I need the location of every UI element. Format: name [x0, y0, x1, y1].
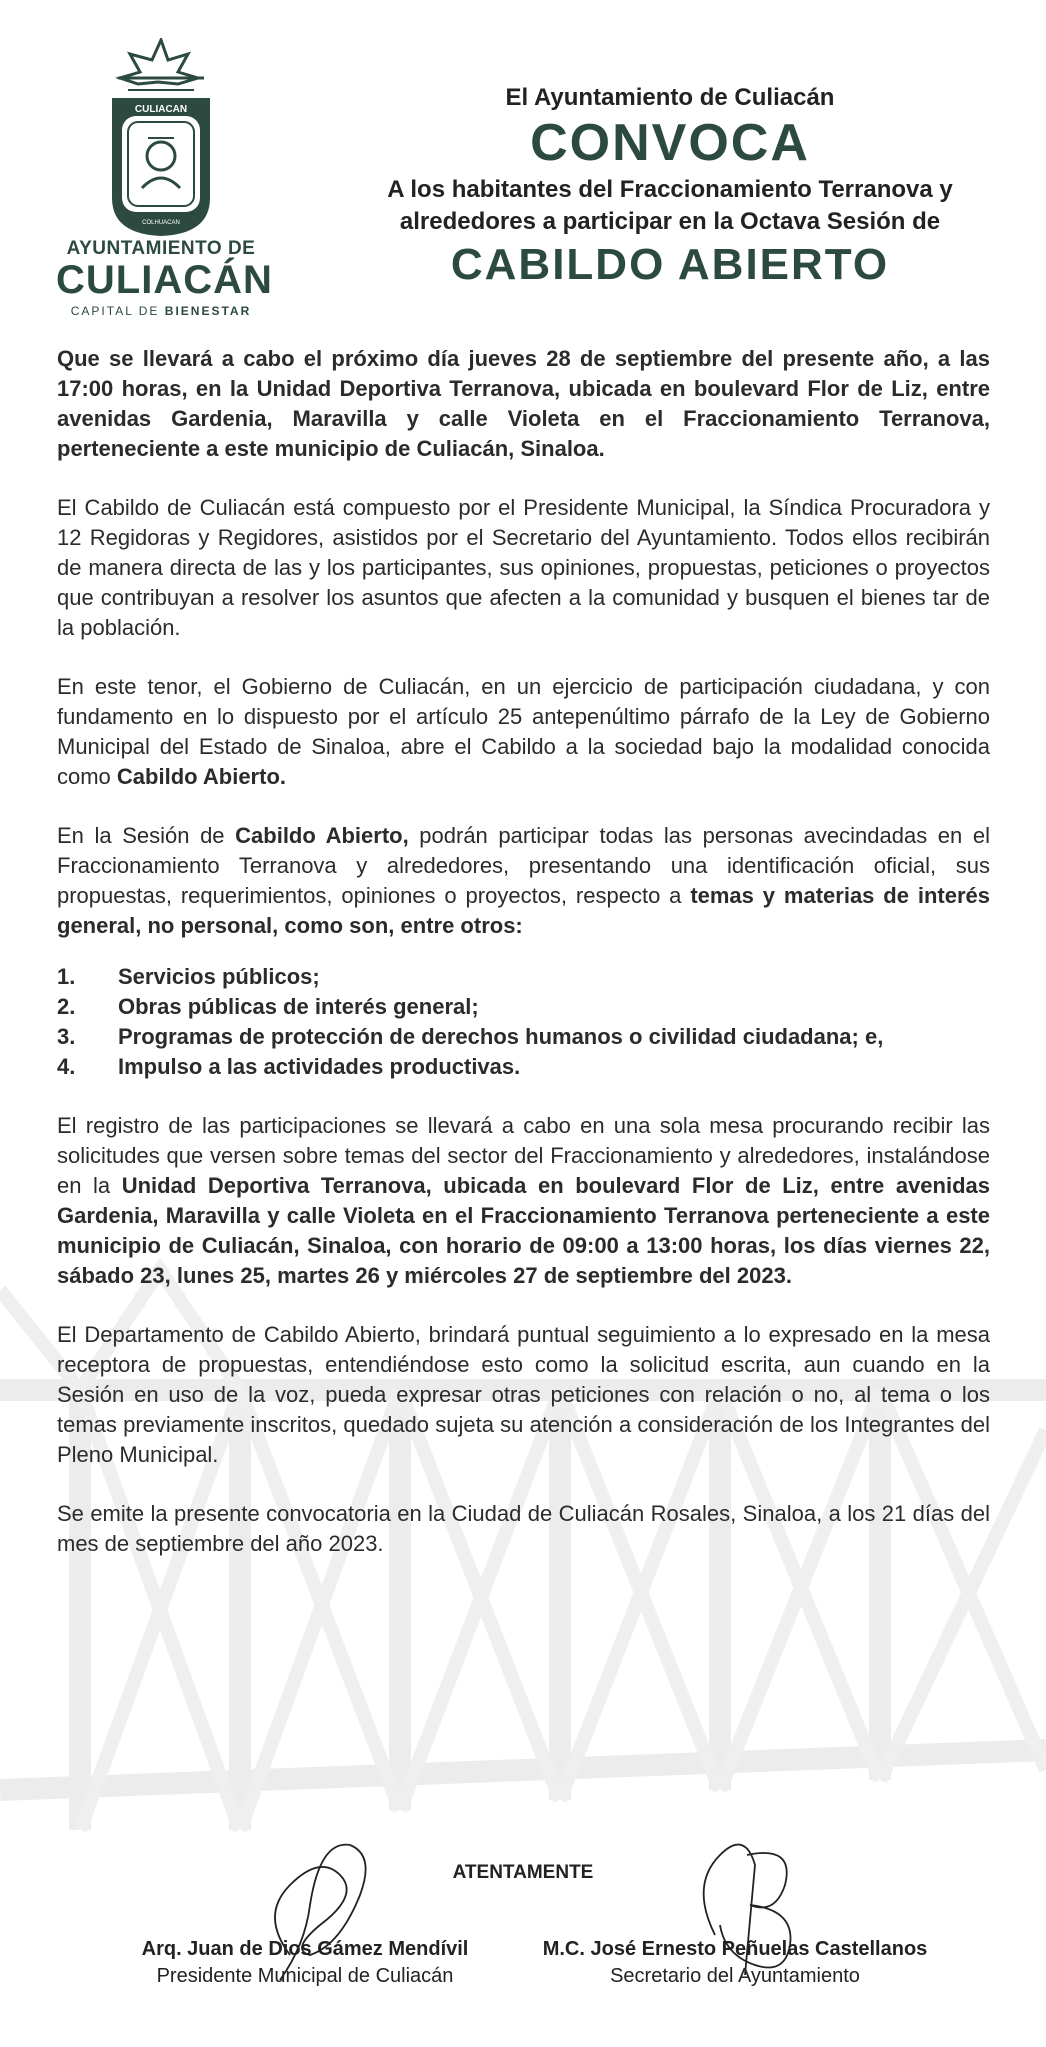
signer-right-role: Secretario del Ayuntamiento	[610, 1965, 860, 1987]
paragraph-registration	[57, 1111, 990, 1291]
logo-line-1: AYUNTAMIENTO DE	[66, 238, 256, 259]
list-item-number: 1.	[57, 964, 76, 989]
header	[0, 0, 1046, 330]
paragraph-legal-basis	[57, 672, 990, 792]
list-item-text: Programas de protección de derechos humanos o civilidad ciudadana; e,	[118, 1024, 884, 1049]
list-item	[57, 1022, 990, 1052]
atentamente-label: ATENTAMENTE	[452, 1862, 594, 1883]
logo-tagline-prefix: CAPITAL DE	[70, 304, 165, 318]
paragraph-cabildo-composition: El Cabildo de Culiacán está compuesto por el Presidente Municipal, la Síndica Procuradora y 12 Regidoras y Regidores, asistidos por el Secretario del Ayuntamiento. Todos ellos recibirán de manera directa de las y los participantes, sus opiniones, propuestas, peticiones o proyectos que contribuyan a resolver los asuntos que afecten a la comunidad y busquen el bienes tar de la población.	[57, 495, 990, 640]
participation-text-c: podrán participar todas las personas avecindadas en el Fraccionamiento Terranova y alrededores, presentando una identificación oficial, sus propuestas, requerimientos, opiniones o proyectos, respecto a	[57, 823, 990, 908]
list-item-text: Obras públicas de interés general;	[118, 994, 479, 1019]
topics-list	[57, 962, 990, 1082]
ayuntamiento-line: El Ayuntamiento de Culiacán	[505, 84, 835, 111]
signer-right-name: M.C. José Ernesto Peñuelas Castellanos	[542, 1938, 928, 1960]
shield-bottom-label: COLHUACAN	[142, 220, 180, 226]
paragraph-event-details: Que se llevará a cabo el próximo día jueves 28 de septiembre del presente año, a las 17:00 horas, en la Unidad Deportiva Terranova, ubicada en boulevard Flor de Liz, entre avenidas Gardenia, Maravilla y calle Violeta en el Fraccionamiento Terranova, perteneciente a este municipio de Culiacán, Sinaloa.	[57, 346, 990, 461]
list-item-text: Impulso a las actividades productivas.	[118, 1054, 521, 1079]
list-item-number: 3.	[57, 1024, 76, 1049]
cabildo-abierto-title: CABILDO ABIERTO	[450, 240, 890, 289]
registration-bold: Unidad Deportiva Terranova, ubicada en boulevard Flor de Liz, entre avenidas Gardenia, Maravilla y calle Violeta en el Fraccionamiento Terranova perteneciente a este municipio de Culiacán, Sinaloa, con horario de 09:00 a 13:00 horas, los días viernes 22, sábado 23, lunes 25, martes 26 y miércoles 27 de septiembre del 2023.	[57, 1173, 990, 1288]
paragraph-participation	[57, 821, 990, 941]
signer-left-role: Presidente Municipal de Culiacán	[156, 1965, 454, 1987]
paragraph-legal-basis-text: En este tenor, el Gobierno de Culiacán, en un ejercicio de participación ciudadana, y con fundamento en lo dispuesto por el artículo 25 antepenúltimo párrafo de la Ley de Gobierno Municipal del Estado de Sinaloa, abre el Cabildo a la sociedad bajo la modalidad conocida como	[57, 674, 990, 789]
list-item	[57, 962, 990, 992]
signature-right-scribble	[685, 1825, 825, 1990]
header-text	[330, 80, 1010, 290]
list-item-number: 4.	[57, 1054, 76, 1079]
participation-bold-d: temas y materias de interés general, no personal, como son, entre otros:	[57, 883, 990, 938]
paragraph-legal-basis-bold: Cabildo Abierto.	[116, 764, 286, 789]
list-item	[57, 992, 990, 1022]
convoca-title: CONVOCA	[530, 114, 810, 172]
list-item-text: Servicios públicos;	[118, 964, 320, 989]
shield-top-label: CULIACAN	[134, 104, 188, 115]
list-item	[57, 1052, 990, 1082]
paragraph-follow-up: El Departamento de Cabildo Abierto, brindará puntual seguimiento a lo expresado en la mesa receptora de propuestas, entendiéndose esto como la solicitud escrita, aun cuando en la Sesión en uso de la voz, pueda expresar otras peticiones con relación o no, al tema o los temas previamente inscritos, quedado sujeta su atención a consideración de los Integrantes del Pleno Municipal.	[57, 1322, 990, 1467]
paragraph-issue-date: Se emite la presente convocatoria en la Ciudad de Culiacán Rosales, Sinaloa, a los 21 días del mes de septiembre del año 2023.	[57, 1501, 990, 1556]
participation-bold-b: Cabildo Abierto,	[235, 823, 409, 848]
logo-tagline-bold: BIENESTAR	[164, 304, 252, 318]
participation-text-a: En la Sesión de	[57, 823, 236, 848]
signer-left-name: Arq. Juan de Dios Gámez Mendívil	[141, 1938, 469, 1960]
logo-tagline	[56, 304, 266, 318]
invitation-subtitle: A los habitantes del Fraccionamiento Terranova y alrededores a participar en la Octava Sesión de	[387, 176, 953, 235]
shield-icon	[98, 38, 224, 238]
document-body	[57, 344, 990, 1588]
ayuntamiento-logo	[56, 38, 273, 323]
signature-left-scribble	[250, 1835, 390, 1985]
registration-text: El registro de las participaciones se llevará a cabo en una sola mesa procurando recibir las solicitudes que versen sobre temas del sector del Fraccionamiento y alrededores, instalándose en la	[57, 1113, 990, 1198]
list-item-number: 2.	[57, 994, 76, 1019]
logo-line-2: CULIACÁN	[56, 258, 273, 302]
